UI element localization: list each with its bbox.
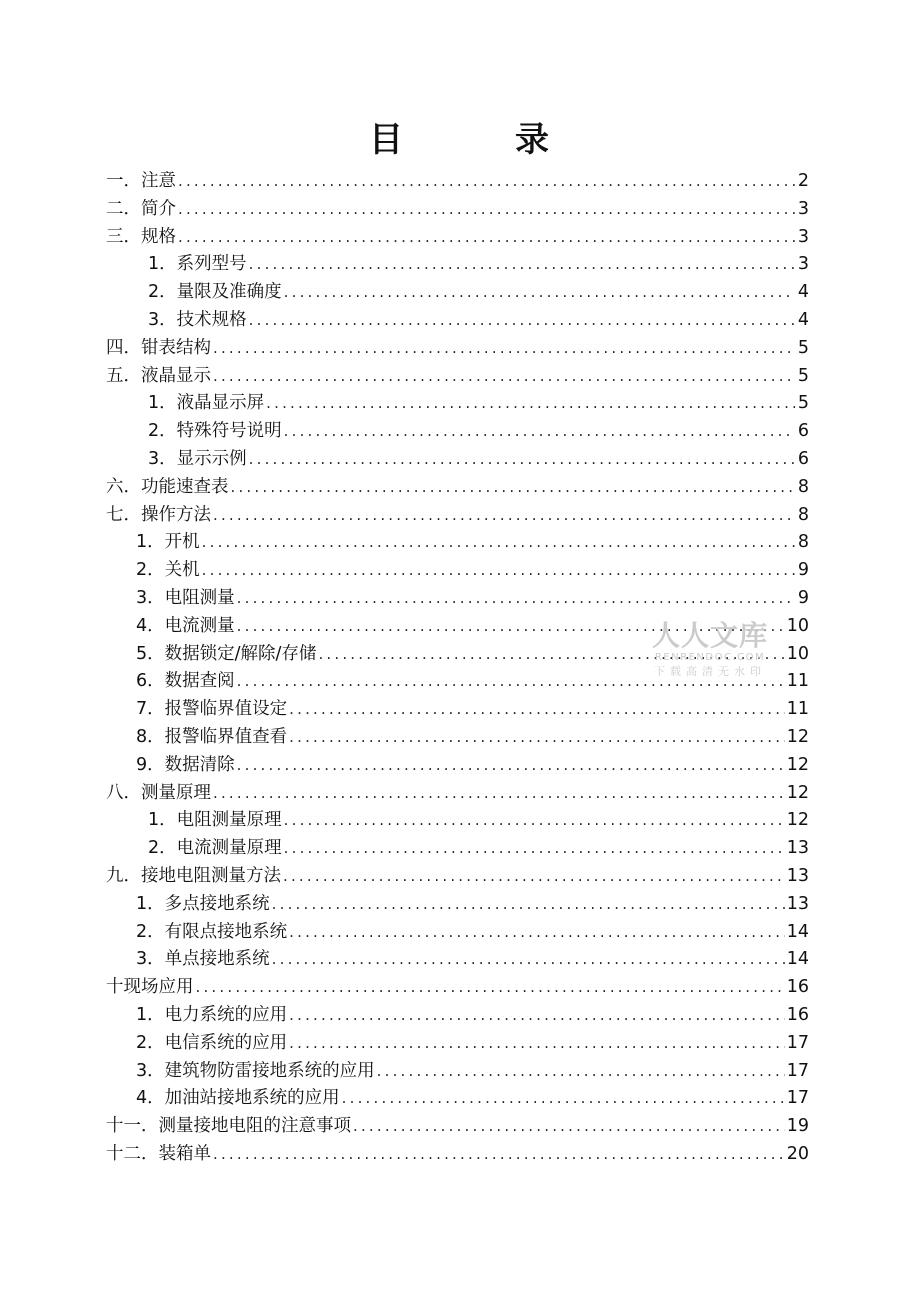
toc-entry[interactable] bbox=[106, 863, 809, 891]
toc-entry-page-number: 13 bbox=[786, 865, 809, 886]
toc-entry[interactable] bbox=[106, 780, 809, 808]
page-title bbox=[0, 118, 920, 162]
toc-dot-leader bbox=[213, 780, 785, 808]
toc-entry[interactable] bbox=[106, 196, 809, 224]
toc-entry-page-number: 8 bbox=[797, 504, 809, 525]
toc-entry-page-number: 12 bbox=[786, 726, 809, 747]
toc-entry[interactable] bbox=[106, 251, 809, 279]
watermark-domain: RENRENDOC.COM bbox=[654, 652, 766, 663]
toc-entry-label: 1．电阻测量原理 bbox=[148, 810, 282, 831]
toc-entry-page-number: 14 bbox=[786, 949, 809, 970]
toc-dot-leader bbox=[231, 474, 796, 502]
watermark-logo-text: 人人文库 bbox=[651, 619, 768, 652]
toc-dot-leader bbox=[284, 835, 785, 863]
toc-dot-leader bbox=[283, 863, 785, 891]
toc-dot-leader bbox=[289, 1030, 785, 1058]
toc-dot-leader bbox=[202, 557, 795, 585]
toc-entry-page-number: 10 bbox=[786, 615, 809, 636]
toc-dot-leader bbox=[353, 1113, 785, 1141]
toc-entry[interactable] bbox=[106, 696, 809, 724]
toc-entry-label: 3．建筑物防雷接地系统的应用 bbox=[136, 1060, 375, 1081]
toc-entry[interactable] bbox=[106, 307, 809, 335]
toc-entry[interactable] bbox=[106, 752, 809, 780]
toc-entry-page-number: 19 bbox=[786, 1116, 809, 1137]
toc-dot-leader bbox=[377, 1058, 785, 1086]
toc-entry-label: 四．钳表结构 bbox=[106, 337, 211, 358]
toc-entry[interactable] bbox=[106, 1141, 809, 1169]
toc-entry-label: 2．特殊符号说明 bbox=[148, 421, 282, 442]
toc-entry-label: 2．电信系统的应用 bbox=[136, 1032, 288, 1053]
toc-entry-label: 5．数据锁定/解除/存储 bbox=[136, 643, 317, 664]
toc-entry-label: 6．数据查阅 bbox=[136, 671, 235, 692]
toc-entry[interactable] bbox=[106, 418, 809, 446]
toc-entry-page-number: 11 bbox=[786, 699, 809, 720]
toc-dot-leader bbox=[289, 919, 785, 947]
toc-dot-leader bbox=[266, 390, 795, 418]
toc-entry-label: 7．报警临界值设定 bbox=[136, 699, 288, 720]
toc-entry-label: 十一．测量接地电阻的注意事项 bbox=[106, 1116, 351, 1137]
toc-entry-page-number: 17 bbox=[786, 1088, 809, 1109]
toc-dot-leader bbox=[196, 974, 785, 1002]
toc-dot-leader bbox=[289, 696, 785, 724]
toc-entry[interactable] bbox=[106, 974, 809, 1002]
toc-entry-page-number: 9 bbox=[797, 587, 809, 608]
toc-entry-page-number: 2 bbox=[797, 171, 809, 191]
toc-dot-leader bbox=[284, 279, 795, 307]
toc-dot-leader bbox=[178, 196, 795, 224]
watermark-caption: 下载高清无水印 bbox=[654, 665, 766, 678]
toc-entry[interactable] bbox=[106, 807, 809, 835]
toc-entry-label: 1．系列型号 bbox=[148, 254, 247, 275]
toc-entry-label: 1．电力系统的应用 bbox=[136, 1004, 288, 1025]
toc-entry[interactable] bbox=[106, 724, 809, 752]
toc-entry-label: 1．开机 bbox=[136, 532, 200, 553]
toc-entry[interactable] bbox=[106, 390, 809, 418]
toc-entry-label: 4．加油站接地系统的应用 bbox=[136, 1088, 340, 1109]
toc-entry-label: 3．技术规格 bbox=[148, 309, 247, 330]
toc-entry-page-number: 8 bbox=[797, 532, 809, 553]
toc-entry[interactable] bbox=[106, 529, 809, 557]
toc-dot-leader bbox=[289, 724, 785, 752]
watermark bbox=[646, 620, 774, 680]
toc-entry[interactable] bbox=[106, 224, 809, 252]
toc-dot-leader bbox=[249, 251, 795, 279]
toc-dot-leader bbox=[202, 529, 795, 557]
toc-entry-page-number: 13 bbox=[786, 838, 809, 859]
toc-entry[interactable] bbox=[106, 502, 809, 530]
toc-entry-label: 3．显示示例 bbox=[148, 448, 247, 469]
toc-entry[interactable] bbox=[106, 557, 809, 585]
toc-entry-label: 4．电流测量 bbox=[136, 615, 235, 636]
toc-entry[interactable] bbox=[106, 946, 809, 974]
toc-dot-leader bbox=[249, 307, 795, 335]
toc-entry-label: 三．规格 bbox=[106, 226, 176, 247]
toc-entry-label: 8．报警临界值查看 bbox=[136, 726, 288, 747]
toc-dot-leader bbox=[213, 335, 795, 363]
toc-entry-label: 2．电流测量原理 bbox=[148, 838, 282, 859]
toc-entry[interactable] bbox=[106, 335, 809, 363]
toc-entry-page-number: 4 bbox=[797, 282, 809, 303]
toc-entry-label: 2．量限及准确度 bbox=[148, 282, 282, 303]
toc-entry-label: 2．有限点接地系统 bbox=[136, 921, 288, 942]
toc-entry-page-number: 20 bbox=[786, 1143, 809, 1164]
toc-entry-page-number: 12 bbox=[786, 782, 809, 803]
toc-entry[interactable] bbox=[106, 891, 809, 919]
toc-entry[interactable] bbox=[106, 835, 809, 863]
toc-dot-leader bbox=[178, 168, 795, 196]
toc-dot-leader bbox=[213, 363, 795, 391]
toc-entry[interactable] bbox=[106, 1002, 809, 1030]
toc-entry-label: 六．功能速查表 bbox=[106, 476, 229, 497]
toc-entry-label: 五．液晶显示 bbox=[106, 365, 211, 386]
toc-entry-label: 3．单点接地系统 bbox=[136, 949, 270, 970]
toc-dot-leader bbox=[213, 502, 795, 530]
toc-entry-page-number: 14 bbox=[786, 921, 809, 942]
toc-entry-page-number: 6 bbox=[797, 421, 809, 442]
toc-entry-page-number: 17 bbox=[786, 1060, 809, 1081]
toc-entry-page-number: 12 bbox=[786, 754, 809, 775]
toc-entry-label: 2．关机 bbox=[136, 560, 200, 581]
toc-entry-page-number: 3 bbox=[797, 226, 809, 247]
toc-entry-page-number: 10 bbox=[786, 643, 809, 664]
toc-dot-leader bbox=[272, 946, 785, 974]
toc-entry-label: 1．多点接地系统 bbox=[136, 893, 270, 914]
toc-entry-page-number: 12 bbox=[786, 810, 809, 831]
toc-entry-page-number: 4 bbox=[797, 309, 809, 330]
toc-entry[interactable] bbox=[106, 1113, 809, 1141]
toc-entry-page-number: 11 bbox=[786, 671, 809, 692]
toc-entry-label: 一．注意 bbox=[106, 171, 176, 191]
toc-dot-leader bbox=[213, 1141, 785, 1169]
toc-dot-leader bbox=[249, 446, 795, 474]
toc-entry-page-number: 5 bbox=[797, 393, 809, 414]
toc-entry-label: 十现场应用 bbox=[106, 977, 194, 998]
toc-dot-leader bbox=[272, 891, 785, 919]
toc-entry[interactable] bbox=[106, 919, 809, 947]
toc-entry-label: 二．简介 bbox=[106, 198, 176, 219]
toc-entry-label: 八．测量原理 bbox=[106, 782, 211, 803]
toc-dot-leader bbox=[289, 1002, 785, 1030]
toc-entry[interactable] bbox=[106, 1085, 809, 1113]
toc-entry[interactable] bbox=[106, 446, 809, 474]
toc-entry-label: 9．数据清除 bbox=[136, 754, 235, 775]
toc-dot-leader bbox=[178, 224, 795, 252]
toc-entry-page-number: 5 bbox=[797, 337, 809, 358]
toc-entry-page-number: 17 bbox=[786, 1032, 809, 1053]
title-char-1: 目 bbox=[369, 120, 405, 160]
toc-dot-leader bbox=[284, 807, 785, 835]
toc-entry-page-number: 13 bbox=[786, 893, 809, 914]
toc-entry[interactable] bbox=[106, 1030, 809, 1058]
toc-entry-label: 九．接地电阻测量方法 bbox=[106, 865, 281, 886]
toc-entry-page-number: 16 bbox=[786, 1004, 809, 1025]
toc-entry-label: 1．液晶显示屏 bbox=[148, 393, 265, 414]
toc-entry[interactable] bbox=[106, 168, 809, 196]
toc-entry[interactable] bbox=[106, 1058, 809, 1086]
toc-entry[interactable] bbox=[106, 363, 809, 391]
toc-entry-label: 七．操作方法 bbox=[106, 504, 211, 525]
toc-dot-leader bbox=[284, 418, 795, 446]
toc-entry[interactable] bbox=[106, 585, 809, 613]
toc-dot-leader bbox=[237, 752, 785, 780]
toc-entry-page-number: 5 bbox=[797, 365, 809, 386]
toc-entry-page-number: 16 bbox=[786, 977, 809, 998]
toc-entry-page-number: 9 bbox=[797, 560, 809, 581]
toc-dot-leader bbox=[237, 585, 795, 613]
toc-entry-page-number: 3 bbox=[797, 254, 809, 275]
toc-entry-page-number: 3 bbox=[797, 198, 809, 219]
toc-entry-label: 十二．装箱单 bbox=[106, 1143, 211, 1164]
toc-entry[interactable] bbox=[106, 279, 809, 307]
toc-entry-label: 3．电阻测量 bbox=[136, 587, 235, 608]
toc-dot-leader bbox=[342, 1085, 785, 1113]
toc-entry[interactable] bbox=[106, 474, 809, 502]
title-char-2: 录 bbox=[515, 120, 551, 160]
toc-entry-page-number: 8 bbox=[797, 476, 809, 497]
toc-entry-page-number: 6 bbox=[797, 448, 809, 469]
